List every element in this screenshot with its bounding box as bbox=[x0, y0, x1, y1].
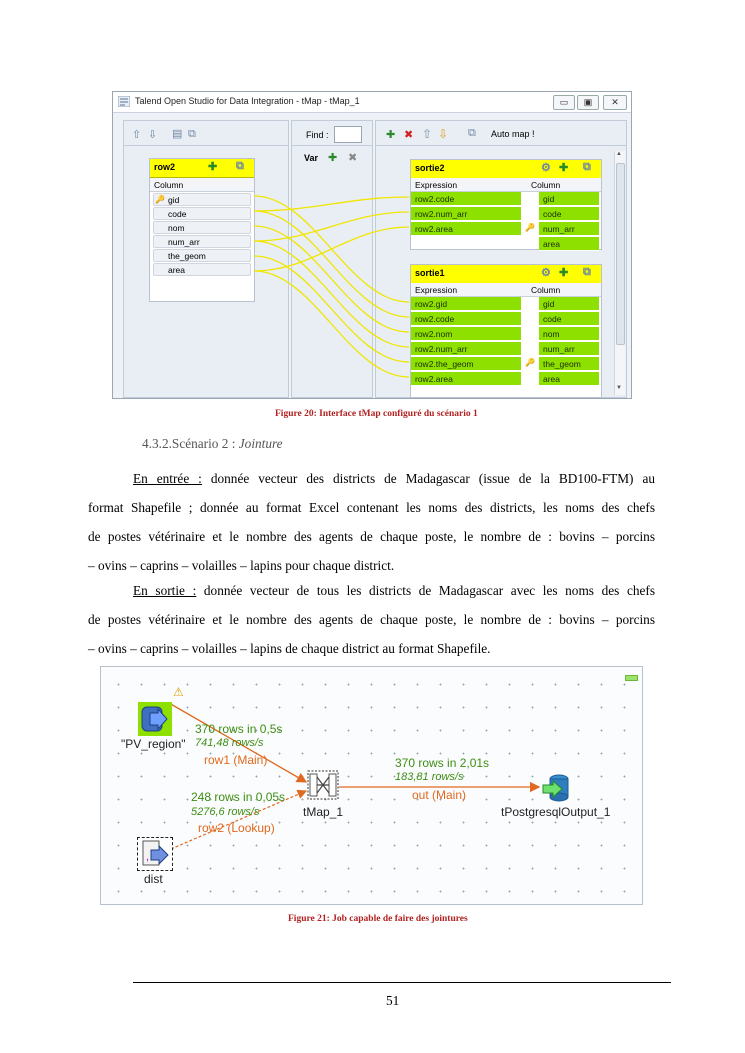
add-filter-icon[interactable]: ✚ bbox=[208, 161, 218, 173]
settings-icon[interactable]: ⚙ bbox=[541, 267, 551, 279]
expression-cell[interactable]: row2.gid bbox=[411, 297, 521, 311]
output-paragraph-line bbox=[88, 576, 655, 605]
section-title: Scénario 2 : bbox=[171, 436, 239, 451]
column-cell[interactable]: num_arr bbox=[539, 222, 599, 236]
row1-rows-stat: 370 rows in 0,5s bbox=[195, 722, 283, 736]
settings-icon[interactable]: ⚙ bbox=[541, 162, 551, 174]
tmap-component-icon bbox=[307, 770, 339, 800]
sortie1-table-name: sortie1 bbox=[415, 268, 445, 278]
column-cell[interactable]: the_geom bbox=[539, 357, 599, 371]
key-icon: 🔑 bbox=[155, 195, 165, 204]
minimize-button[interactable]: ▭ bbox=[553, 95, 575, 110]
move-down-icon[interactable]: ⇩ bbox=[148, 129, 158, 141]
input-paragraph-line bbox=[88, 464, 655, 493]
input-column-name: the_geom bbox=[168, 251, 206, 261]
input-paragraph-line: format Shapefile ; donnée au format Excel contenant les noms des districts, les noms des chefs bbox=[88, 500, 655, 515]
input-text: donnée vecteur des districts de Madagascar (issue de la BD100-FTM) au bbox=[201, 471, 656, 486]
input-column-name: nom bbox=[168, 223, 185, 233]
column-header: Column bbox=[150, 178, 254, 192]
add-filter-icon[interactable]: ✚ bbox=[559, 267, 569, 279]
minimize-icon[interactable]: ⧉ bbox=[583, 266, 591, 278]
dist-label: dist bbox=[144, 872, 163, 886]
pv-region-node[interactable] bbox=[138, 702, 172, 736]
minimize-icon[interactable]: ⧉ bbox=[236, 160, 244, 172]
mapping-link-sortie1 bbox=[254, 256, 409, 362]
minimize-tables-icon[interactable]: ⧉ bbox=[188, 128, 196, 140]
sortie2-table-name: sortie2 bbox=[415, 163, 445, 173]
input-column-name: area bbox=[168, 265, 186, 275]
figure-20-caption: Figure 20: Interface tMap configuré du scénario 1 bbox=[275, 409, 478, 419]
column-cell[interactable]: num_arr bbox=[539, 342, 599, 356]
column-cell[interactable]: code bbox=[539, 312, 599, 326]
row1-rate-stat: 741,48 rows/s bbox=[195, 737, 264, 749]
row1-link-label: row1 (Main) bbox=[204, 753, 268, 767]
dist-node[interactable] bbox=[137, 837, 173, 871]
input-component-icon bbox=[138, 702, 172, 736]
maximize-button[interactable]: ▣ bbox=[577, 95, 599, 110]
column-cell[interactable]: code bbox=[539, 207, 599, 221]
expression-cell[interactable]: row2.code bbox=[411, 192, 521, 206]
add-var-icon[interactable]: ✚ bbox=[328, 152, 338, 164]
pv-region-label: "PV_region" bbox=[121, 737, 186, 751]
warning-icon: ⚠ bbox=[173, 685, 184, 699]
figure-21-caption: Figure 21: Job capable de faire des jointures bbox=[288, 914, 468, 924]
tmap-window bbox=[112, 91, 632, 399]
column-header: Column bbox=[523, 283, 601, 297]
scroll-down-arrow[interactable]: ▼ bbox=[616, 385, 622, 391]
output-text: donnée vecteur de tous les districts de Madagascar avec les noms des chefs bbox=[196, 583, 656, 598]
mapping-links bbox=[113, 92, 631, 398]
close-button[interactable]: ✕ bbox=[603, 95, 627, 110]
window-title: Talend Open Studio for Data Integration - tMap - tMap_1 bbox=[135, 96, 360, 106]
expression-header: Expression bbox=[411, 283, 523, 297]
footer-rule bbox=[133, 982, 671, 983]
scroll-up-arrow[interactable]: ▲ bbox=[616, 151, 622, 157]
output-paragraph-line: de postes vétérinaire et le nombre des agents de chaque poste, le nombre de : bovins – porcins bbox=[88, 612, 655, 627]
job-designer-canvas[interactable] bbox=[100, 666, 643, 905]
out-link-label: out (Main) bbox=[412, 788, 467, 802]
move-up-icon[interactable]: ⇧ bbox=[132, 129, 142, 141]
postgresql-output-label: tPostgresqlOutput_1 bbox=[501, 805, 611, 819]
move-up-icon[interactable]: ⇧ bbox=[422, 127, 433, 141]
key-icon: 🔑 bbox=[525, 358, 535, 367]
input-column-name: num_arr bbox=[168, 237, 200, 247]
row2-table-name: row2 bbox=[154, 162, 176, 172]
column-cell[interactable]: nom bbox=[539, 327, 599, 341]
minimize-icon[interactable]: ⧉ bbox=[583, 161, 591, 173]
expression-header: Expression bbox=[411, 178, 523, 192]
add-output-icon[interactable]: ✚ bbox=[386, 129, 396, 141]
input-paragraph bbox=[88, 464, 655, 580]
expression-cell[interactable]: row2.code bbox=[411, 312, 521, 326]
mapping-link-sortie1 bbox=[254, 241, 409, 347]
page-number: 51 bbox=[386, 993, 400, 1008]
mapping-link-sortie1 bbox=[254, 271, 409, 377]
find-label: Find : bbox=[306, 130, 329, 140]
input-label: En entrée : bbox=[133, 471, 202, 486]
input-paragraph-line: de postes vétérinaire et le nombre des agents de chaque poste, le nombre de : bovins – porcins bbox=[88, 529, 655, 544]
row2-link-label: row2 (Lookup) bbox=[198, 821, 275, 835]
expression-cell[interactable]: row2.nom bbox=[411, 327, 521, 341]
var-label: Var bbox=[304, 153, 319, 163]
expression-cell[interactable]: row2.area bbox=[411, 372, 521, 386]
postgresql-output-node[interactable] bbox=[541, 773, 573, 803]
row2-rate-stat: 5276,6 rows/s bbox=[191, 806, 260, 818]
column-header: Column bbox=[523, 178, 601, 192]
out-rows-stat: 370 rows in 2,01s bbox=[395, 756, 490, 770]
add-filter-icon[interactable]: ✚ bbox=[559, 162, 569, 174]
expression-cell[interactable]: row2.area bbox=[411, 222, 521, 236]
expression-cell[interactable]: row2.num_arr bbox=[411, 207, 521, 221]
column-cell[interactable]: area bbox=[539, 372, 599, 386]
output-label: En sortie : bbox=[133, 583, 197, 598]
output-paragraph bbox=[88, 576, 655, 663]
mapping-link-sortie1 bbox=[254, 226, 409, 332]
out-rate-stat: 183,81 rows/s bbox=[395, 771, 464, 783]
remove-output-icon[interactable]: ✖ bbox=[404, 129, 414, 141]
move-down-icon[interactable]: ⇩ bbox=[438, 127, 449, 141]
input-paragraph-line: – ovins – caprins – volailles – lapins pour chaque district. bbox=[88, 558, 395, 573]
key-icon: 🔑 bbox=[525, 223, 535, 232]
column-cell[interactable]: gid bbox=[539, 297, 599, 311]
mapping-link-sortie2 bbox=[254, 197, 409, 211]
section-number: 4.3.2. bbox=[142, 436, 172, 451]
database-output-icon bbox=[541, 773, 573, 803]
mapping-link-sortie1 bbox=[254, 196, 409, 302]
expression-cell[interactable]: row2.the_geom bbox=[411, 357, 521, 371]
column-cell[interactable]: gid bbox=[539, 192, 599, 206]
svg-text:,: , bbox=[146, 851, 150, 863]
expression-cell[interactable]: row2.num_arr bbox=[411, 342, 521, 356]
auto-map-button[interactable]: Auto map ! bbox=[491, 129, 535, 139]
excel-input-icon bbox=[138, 838, 172, 870]
row2-rows-stat: 248 rows in 0,05s bbox=[191, 790, 286, 804]
tmap-label: tMap_1 bbox=[303, 805, 344, 819]
output-paragraph-line: – ovins – caprins – volailles – lapins de chaque district au format Shapefile. bbox=[88, 641, 491, 656]
tmap-node[interactable] bbox=[307, 770, 339, 800]
input-column-name: gid bbox=[168, 195, 180, 205]
input-column-name: code bbox=[168, 209, 187, 219]
section-title-italic: Jointure bbox=[238, 436, 283, 451]
table-view-icon[interactable]: ▤ bbox=[172, 128, 183, 140]
column-cell[interactable]: area bbox=[539, 237, 599, 251]
minimize-all-icon[interactable]: ⧉ bbox=[468, 127, 476, 139]
remove-var-icon[interactable]: ✖ bbox=[348, 152, 358, 164]
section-heading bbox=[142, 436, 283, 452]
